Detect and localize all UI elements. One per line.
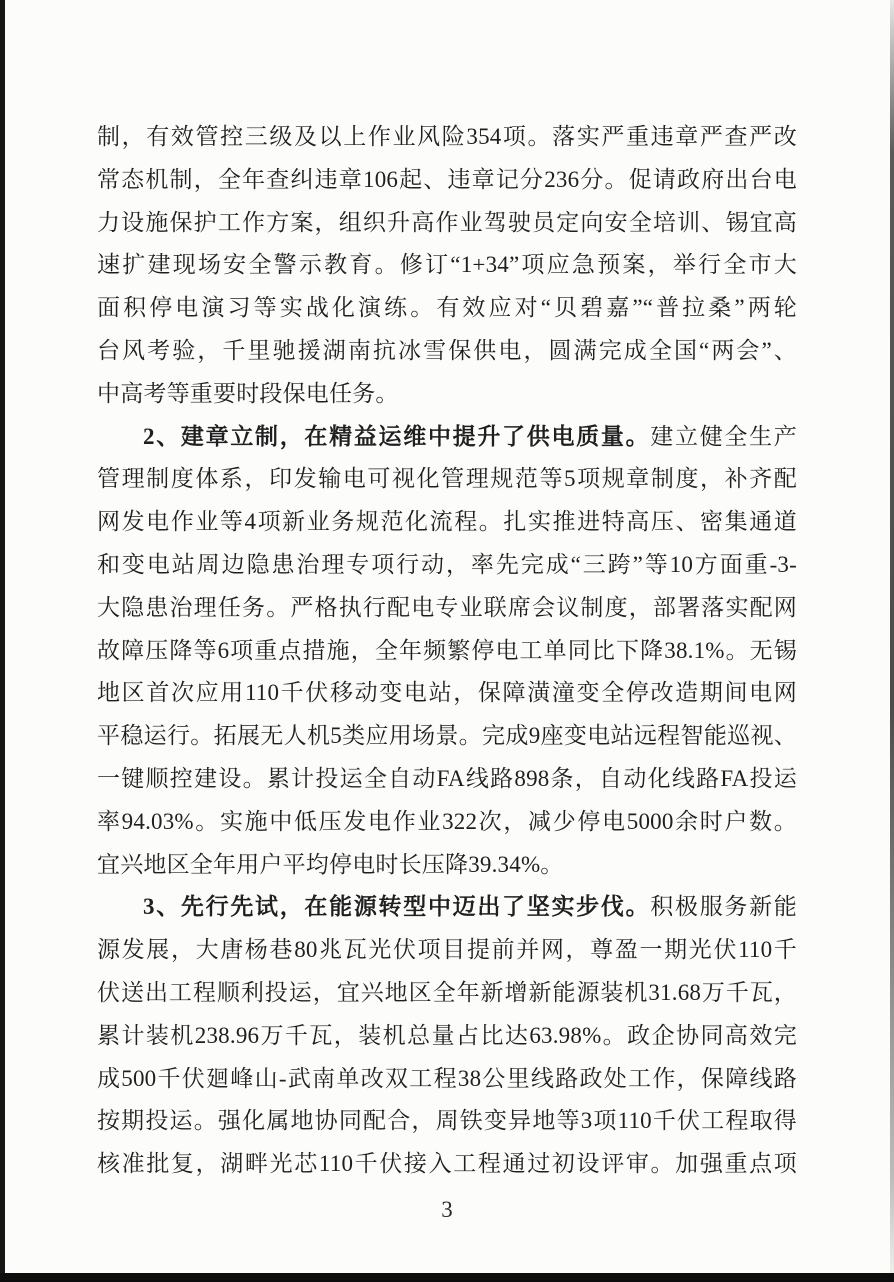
scan-edge-top <box>0 0 894 3</box>
section-heading-line <box>97 886 797 929</box>
text-line <box>97 116 797 159</box>
text-line <box>97 587 797 630</box>
text-line <box>97 801 797 844</box>
text-line <box>97 501 797 544</box>
line-text: 速扩建现场安全警示教育。修订“1+34”项应急预案，举行全市大 <box>97 252 797 278</box>
line-text: 故障压降等6项重点措施，全年频繁停电工单同比下降38.1%。无锡 <box>97 637 797 663</box>
page-number: 3 <box>441 1197 453 1222</box>
text-line <box>97 672 797 715</box>
text-line <box>97 929 797 972</box>
section-heading-line <box>97 416 797 459</box>
text-line <box>97 844 797 887</box>
line-text: 中高考等重要时段保电任务。 <box>97 380 399 406</box>
text-line <box>97 544 797 587</box>
line-text: 制，有效管控三级及以上作业风险354项。落实严重违章严查严改 <box>97 124 797 149</box>
line-text: 率94.03%。实施中低压发电作业322次，减少停电5000余时户数。 <box>97 808 797 834</box>
line-text: 平稳运行。拓展无人机5类应用场景。完成9座变电站远程智能巡视、 <box>97 723 797 749</box>
line-text: 伏送出工程顺利投运，宜兴地区全年新增新能源装机31.68万千瓦， <box>97 979 797 1005</box>
text-line <box>97 159 797 202</box>
text-line <box>97 458 797 501</box>
line-text: 一键顺控建设。累计投运全自动FA线路898条，自动化线路FA投运 <box>97 765 797 791</box>
line-text: 和变电站周边隐患治理专项行动，率先完成“三跨”等10方面重-3- <box>97 551 797 577</box>
scan-edge-bottom <box>0 1273 894 1282</box>
line-text: 成500千伏廻峰山-武南单改双工程38公里线路政处工作，保障线路 <box>97 1065 797 1091</box>
text-line <box>97 202 797 245</box>
line-text: 常态机制，全年查纠违章106起、违章记分236分。促请政府出台电 <box>97 166 797 192</box>
text-line <box>97 758 797 801</box>
text-line <box>97 1143 797 1186</box>
text-line <box>97 1058 797 1101</box>
text-line <box>97 244 797 287</box>
scan-edge-left <box>0 0 5 1282</box>
line-text: 管理制度体系，印发输电可视化管理规范等5项规章制度，补齐配 <box>97 466 797 492</box>
line-text: 核准批复，湖畔光芯110千伏接入工程通过初设评审。加强重点项 <box>97 1151 797 1177</box>
text-line <box>97 1100 797 1143</box>
line-text: 面积停电演习等实战化演练。有效应对“贝碧嘉”“普拉桑”两轮 <box>97 295 797 321</box>
line-text: 积极服务新能 <box>650 894 797 920</box>
body-text <box>97 116 797 1186</box>
section-heading-3: 3、先行先试，在能源转型中迈出了坚实步伐。 <box>143 894 651 920</box>
line-text: 地区首次应用110千伏移动变电站，保障潢潼变全停改造期间电网 <box>97 680 797 706</box>
text-line <box>97 330 797 373</box>
section-heading-2: 2、建章立制，在精益运维中提升了供电质量。 <box>143 423 651 449</box>
line-text: 大隐患治理任务。严格执行配电专业联席会议制度，部署落实配网 <box>97 594 797 620</box>
text-line <box>97 373 797 416</box>
text-line <box>97 972 797 1015</box>
text-line <box>97 630 797 673</box>
line-text: 台风考验，千里驰援湖南抗冰雪保供电，圆满完成全国“两会”、 <box>97 337 797 363</box>
line-text: 源发展，大唐杨巷80兆瓦光伏项目提前并网，尊盈一期光伏110千 <box>97 937 797 963</box>
line-text: 建立健全生产 <box>650 423 797 449</box>
line-text: 力设施保护工作方案，组织升高作业驾驶员定向安全培训、锡宜高 <box>97 209 797 235</box>
text-line <box>97 715 797 758</box>
line-text: 宜兴地区全年用户平均停电时长压降39.34%。 <box>97 851 564 877</box>
line-text: 累计装机238.96万千瓦，装机总量占比达63.98%。政企协同高效完 <box>97 1022 797 1048</box>
text-line <box>97 1015 797 1058</box>
text-line <box>97 287 797 330</box>
line-text: 网发电作业等4项新业务规范化流程。扎实推进特高压、密集通道 <box>97 509 797 535</box>
scan-edge-right <box>890 0 894 1282</box>
line-text: 按期投运。强化属地协同配合，周铁变异地等3项110千伏工程取得 <box>97 1108 797 1134</box>
